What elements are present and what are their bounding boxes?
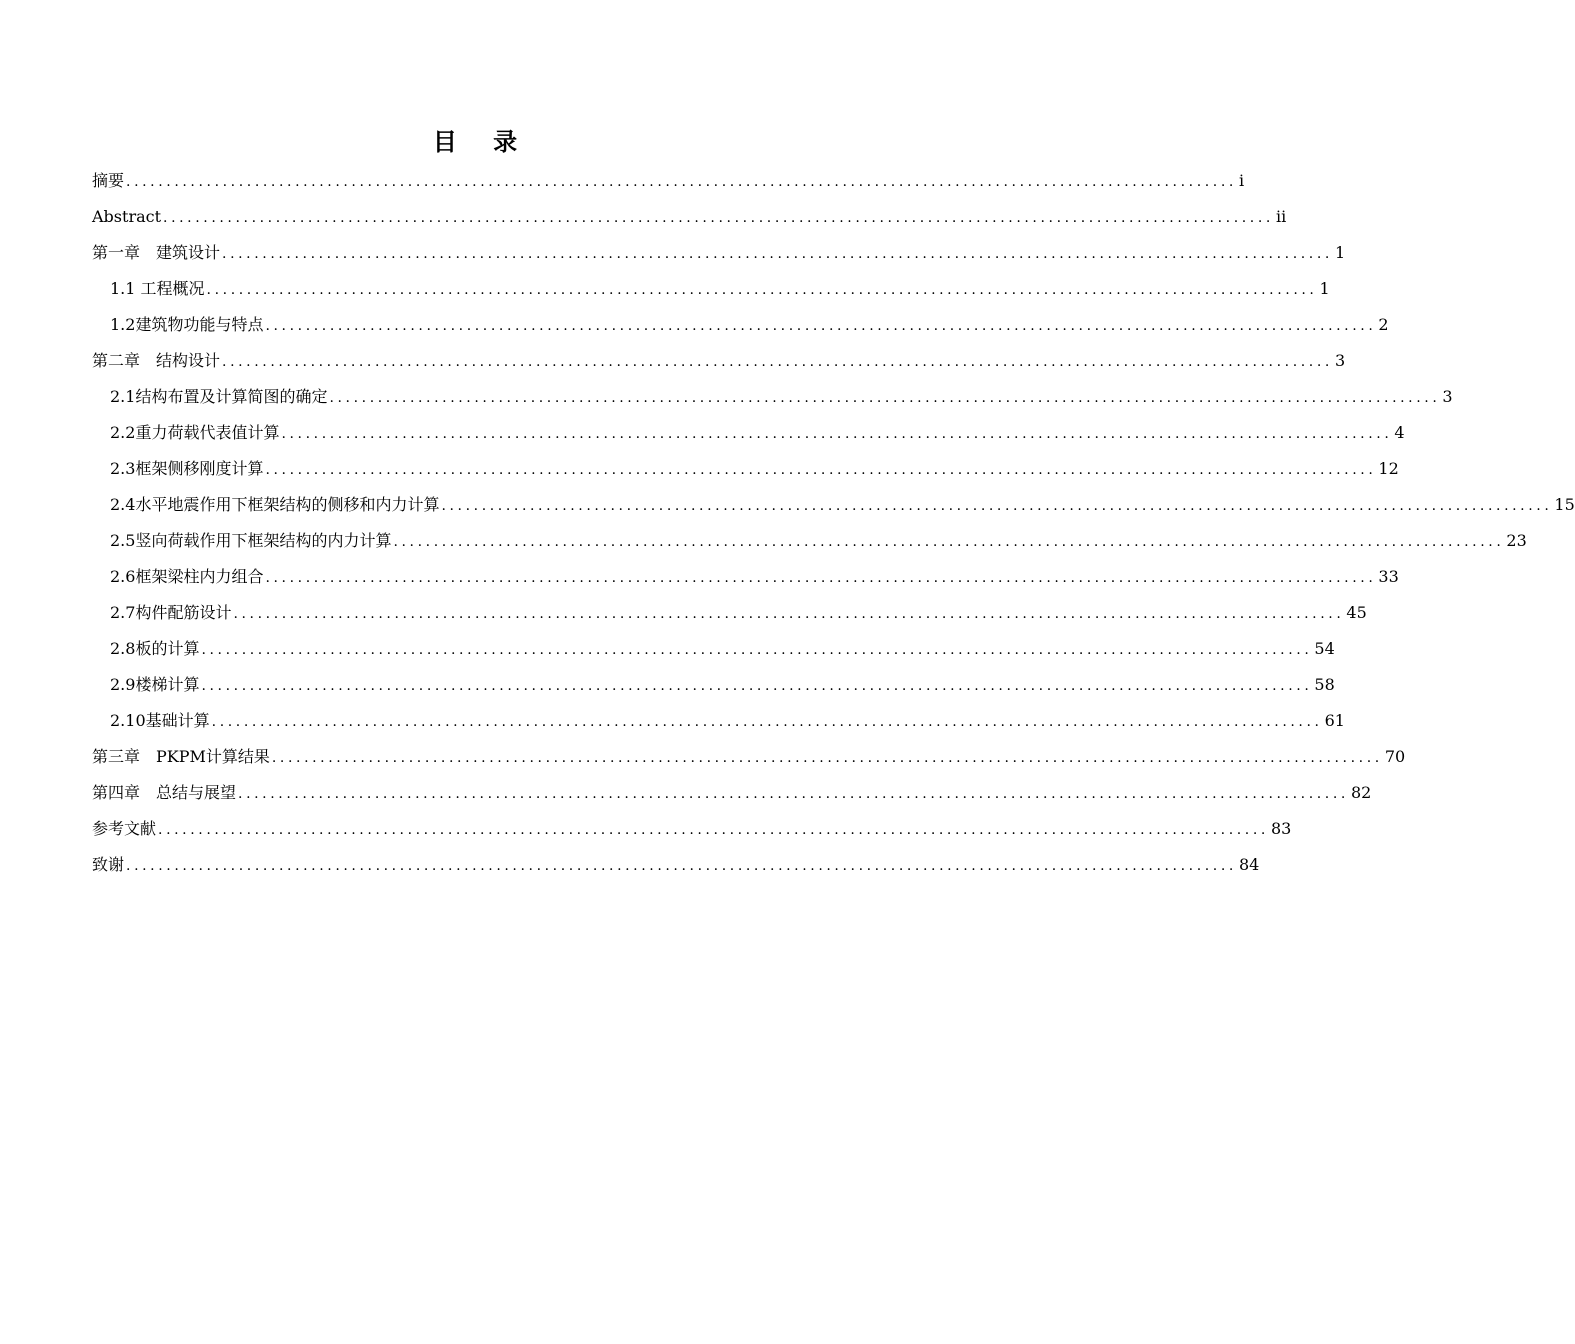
toc-entry-label: 摘要 bbox=[92, 171, 125, 190]
toc-entry-page: 4 bbox=[1394, 423, 1405, 442]
toc-entry-label: 2.6框架梁柱内力组合 bbox=[110, 567, 264, 586]
toc-entry-page: 45 bbox=[1346, 603, 1367, 622]
toc-entry-page: 83 bbox=[1270, 819, 1292, 838]
toc-entry-label: 第三章 PKPM计算结果 bbox=[92, 747, 270, 766]
toc-entry[interactable] bbox=[92, 451, 1399, 487]
toc-dot-leader: .......................................................................................................................................... bbox=[329, 390, 1441, 406]
toc-entry-label: 2.7构件配筋设计 bbox=[110, 603, 232, 622]
toc-entry[interactable] bbox=[92, 631, 1335, 667]
toc-entry-page: 23 bbox=[1506, 531, 1527, 550]
toc-entry-page: ii bbox=[1275, 207, 1287, 226]
toc-entry-label: 参考文献 bbox=[92, 819, 157, 838]
toc-dot-leader: .......................................................................................................................................... bbox=[201, 678, 1313, 694]
toc-dot-leader: .......................................................................................................................................... bbox=[265, 318, 1377, 334]
toc-title: 目 录 bbox=[432, 128, 532, 156]
toc-entry-label: 2.4水平地震作用下框架结构的侧移和内力计算 bbox=[110, 495, 440, 514]
toc-entry[interactable] bbox=[92, 847, 1260, 883]
toc-entry-page: 3 bbox=[1442, 387, 1453, 406]
toc-dot-leader: .......................................................................................................................................... bbox=[126, 858, 1237, 874]
toc-entry[interactable] bbox=[92, 559, 1399, 595]
toc-entry[interactable] bbox=[92, 199, 1287, 235]
toc-entry-label: 2.3框架侧移刚度计算 bbox=[110, 459, 264, 478]
toc-entry[interactable] bbox=[92, 343, 1346, 379]
toc-entry-page: 33 bbox=[1378, 567, 1399, 586]
toc-dot-leader: .......................................................................................................................................... bbox=[265, 462, 1377, 478]
toc-entry[interactable] bbox=[92, 739, 1406, 775]
toc-entry-page: 54 bbox=[1314, 639, 1335, 658]
toc-dot-leader: .......................................................................................................................................... bbox=[281, 426, 1393, 442]
toc-dot-leader: .......................................................................................................................................... bbox=[222, 354, 1333, 370]
toc-entry-page: 84 bbox=[1238, 855, 1260, 874]
toc-entry-page: 82 bbox=[1350, 783, 1372, 802]
toc-entry-label: 第四章 总结与展望 bbox=[92, 783, 237, 802]
toc-entry-page: 58 bbox=[1314, 675, 1335, 694]
toc-entry[interactable] bbox=[92, 667, 1335, 703]
toc-entry-label: 2.5竖向荷载作用下框架结构的内力计算 bbox=[110, 531, 392, 550]
toc-entry-page: i bbox=[1238, 171, 1245, 190]
toc-dot-leader: .......................................................................................................................................... bbox=[206, 282, 1318, 298]
toc-entry[interactable] bbox=[92, 415, 1405, 451]
toc-entry-label: 2.8板的计算 bbox=[110, 639, 200, 658]
toc-entry-page: 1 bbox=[1319, 279, 1330, 298]
toc-dot-leader: .......................................................................................................................................... bbox=[393, 534, 1505, 550]
toc-dot-leader: .......................................................................................................................................... bbox=[211, 714, 1323, 730]
toc-dot-leader: .......................................................................................................................................... bbox=[233, 606, 1345, 622]
toc-entry-page: 2 bbox=[1378, 315, 1389, 334]
toc-dot-leader: .......................................................................................................................................... bbox=[126, 174, 1237, 190]
toc-dot-leader: .......................................................................................................................................... bbox=[271, 750, 1383, 766]
toc-dot-leader: .......................................................................................................................................... bbox=[265, 570, 1377, 586]
toc-entry-page: 3 bbox=[1334, 351, 1346, 370]
toc-entry-page: 61 bbox=[1324, 711, 1345, 730]
toc-entry-label: 第一章 建筑设计 bbox=[92, 243, 221, 262]
toc-entry-page: 15 bbox=[1554, 495, 1575, 514]
toc-entry[interactable] bbox=[92, 487, 1575, 523]
toc-dot-leader: .......................................................................................................................................... bbox=[222, 246, 1333, 262]
toc-entry[interactable] bbox=[92, 523, 1527, 559]
toc-entry-label: 2.9楼梯计算 bbox=[110, 675, 200, 694]
toc-dot-leader: .......................................................................................................................................... bbox=[238, 786, 1349, 802]
toc-list bbox=[92, 163, 1575, 883]
toc-entry-label: 2.1结构布置及计算简图的确定 bbox=[110, 387, 328, 406]
toc-entry[interactable] bbox=[92, 811, 1292, 847]
toc-entry[interactable] bbox=[92, 775, 1372, 811]
toc-entry[interactable] bbox=[92, 379, 1453, 415]
toc-entry-label: 2.2重力荷载代表值计算 bbox=[110, 423, 280, 442]
toc-entry[interactable] bbox=[92, 307, 1389, 343]
toc-entry[interactable] bbox=[92, 271, 1330, 307]
toc-entry-page: 1 bbox=[1334, 243, 1346, 262]
toc-entry[interactable] bbox=[92, 163, 1245, 199]
toc-entry-label: 1.1 工程概况 bbox=[110, 279, 205, 298]
toc-entry-label: 致谢 bbox=[92, 855, 125, 874]
toc-entry-label: Abstract bbox=[92, 207, 162, 226]
toc-entry[interactable] bbox=[92, 595, 1367, 631]
toc-dot-leader: .......................................................................................................................................... bbox=[158, 822, 1269, 838]
toc-entry-label: 2.10基础计算 bbox=[110, 711, 210, 730]
toc-dot-leader: .......................................................................................................................................... bbox=[441, 498, 1553, 514]
toc-entry-label: 1.2建筑物功能与特点 bbox=[110, 315, 264, 334]
toc-dot-leader: .......................................................................................................................................... bbox=[163, 210, 1274, 226]
toc-entry-label: 第二章 结构设计 bbox=[92, 351, 221, 370]
toc-dot-leader: .......................................................................................................................................... bbox=[201, 642, 1313, 658]
toc-entry[interactable] bbox=[92, 703, 1345, 739]
toc-entry-page: 70 bbox=[1384, 747, 1406, 766]
toc-entry[interactable] bbox=[92, 235, 1346, 271]
toc-entry-page: 12 bbox=[1378, 459, 1399, 478]
